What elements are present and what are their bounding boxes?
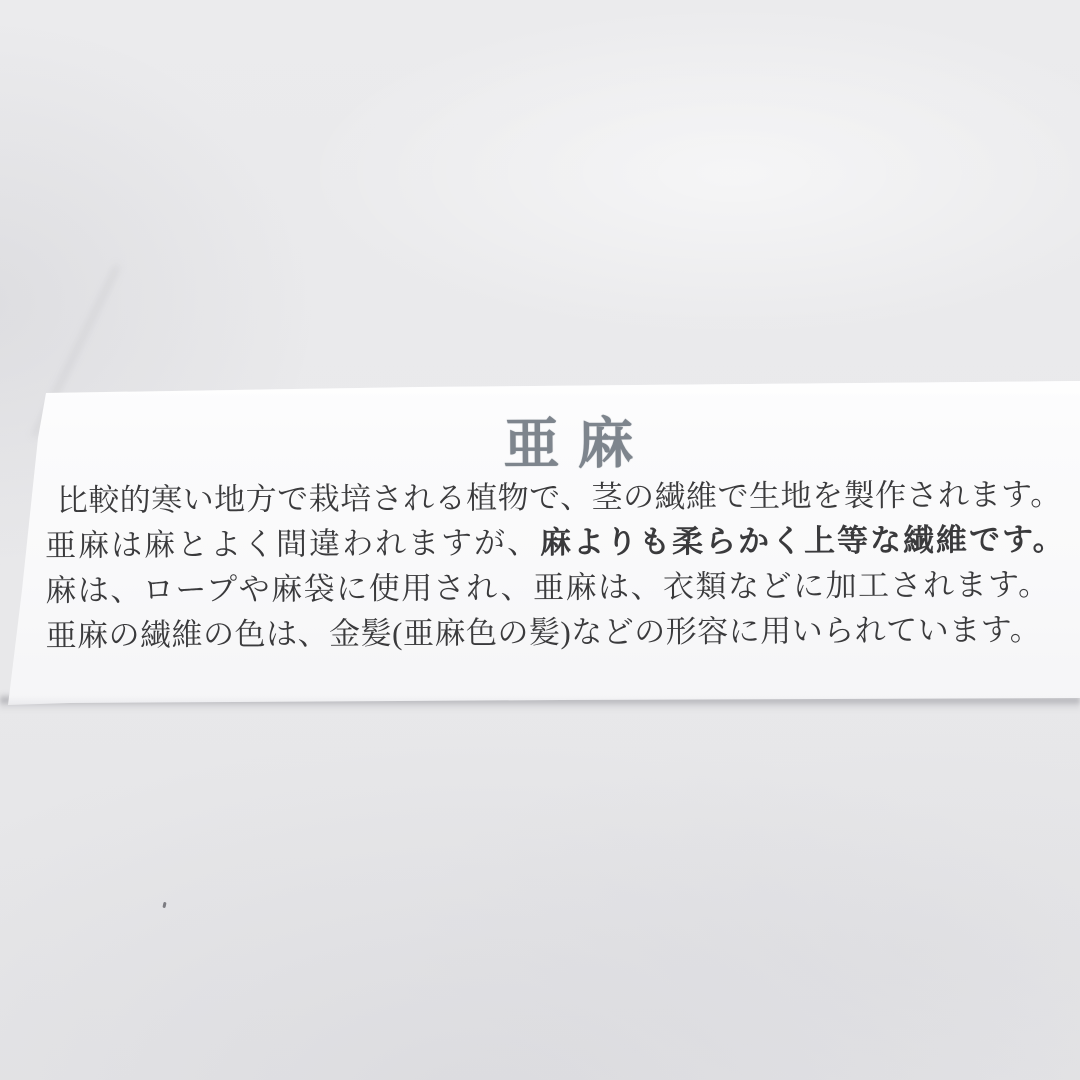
label-title: 亜麻 xyxy=(503,410,652,478)
label-text-line-2 xyxy=(45,520,1066,566)
label-text-line-1: 比較的寒い地方で栽培される植物で、茎の繊維で生地を製作されます。 xyxy=(56,476,1062,518)
label-text-line-2-normal: 亜麻は麻とよく間違われますが、 xyxy=(44,525,541,564)
label-text-line-4: 亜麻の繊維の色は、金髪(亜麻色の髪)などの形容に用いられています。 xyxy=(45,611,1042,654)
label-text-line-2-emphasis: 麻よりも柔らかく上等な繊維です。 xyxy=(539,521,1066,560)
label-text-line-3: 麻は、ロープや麻袋に使用され、亜麻は、衣類などに加工されます。 xyxy=(45,566,1051,609)
